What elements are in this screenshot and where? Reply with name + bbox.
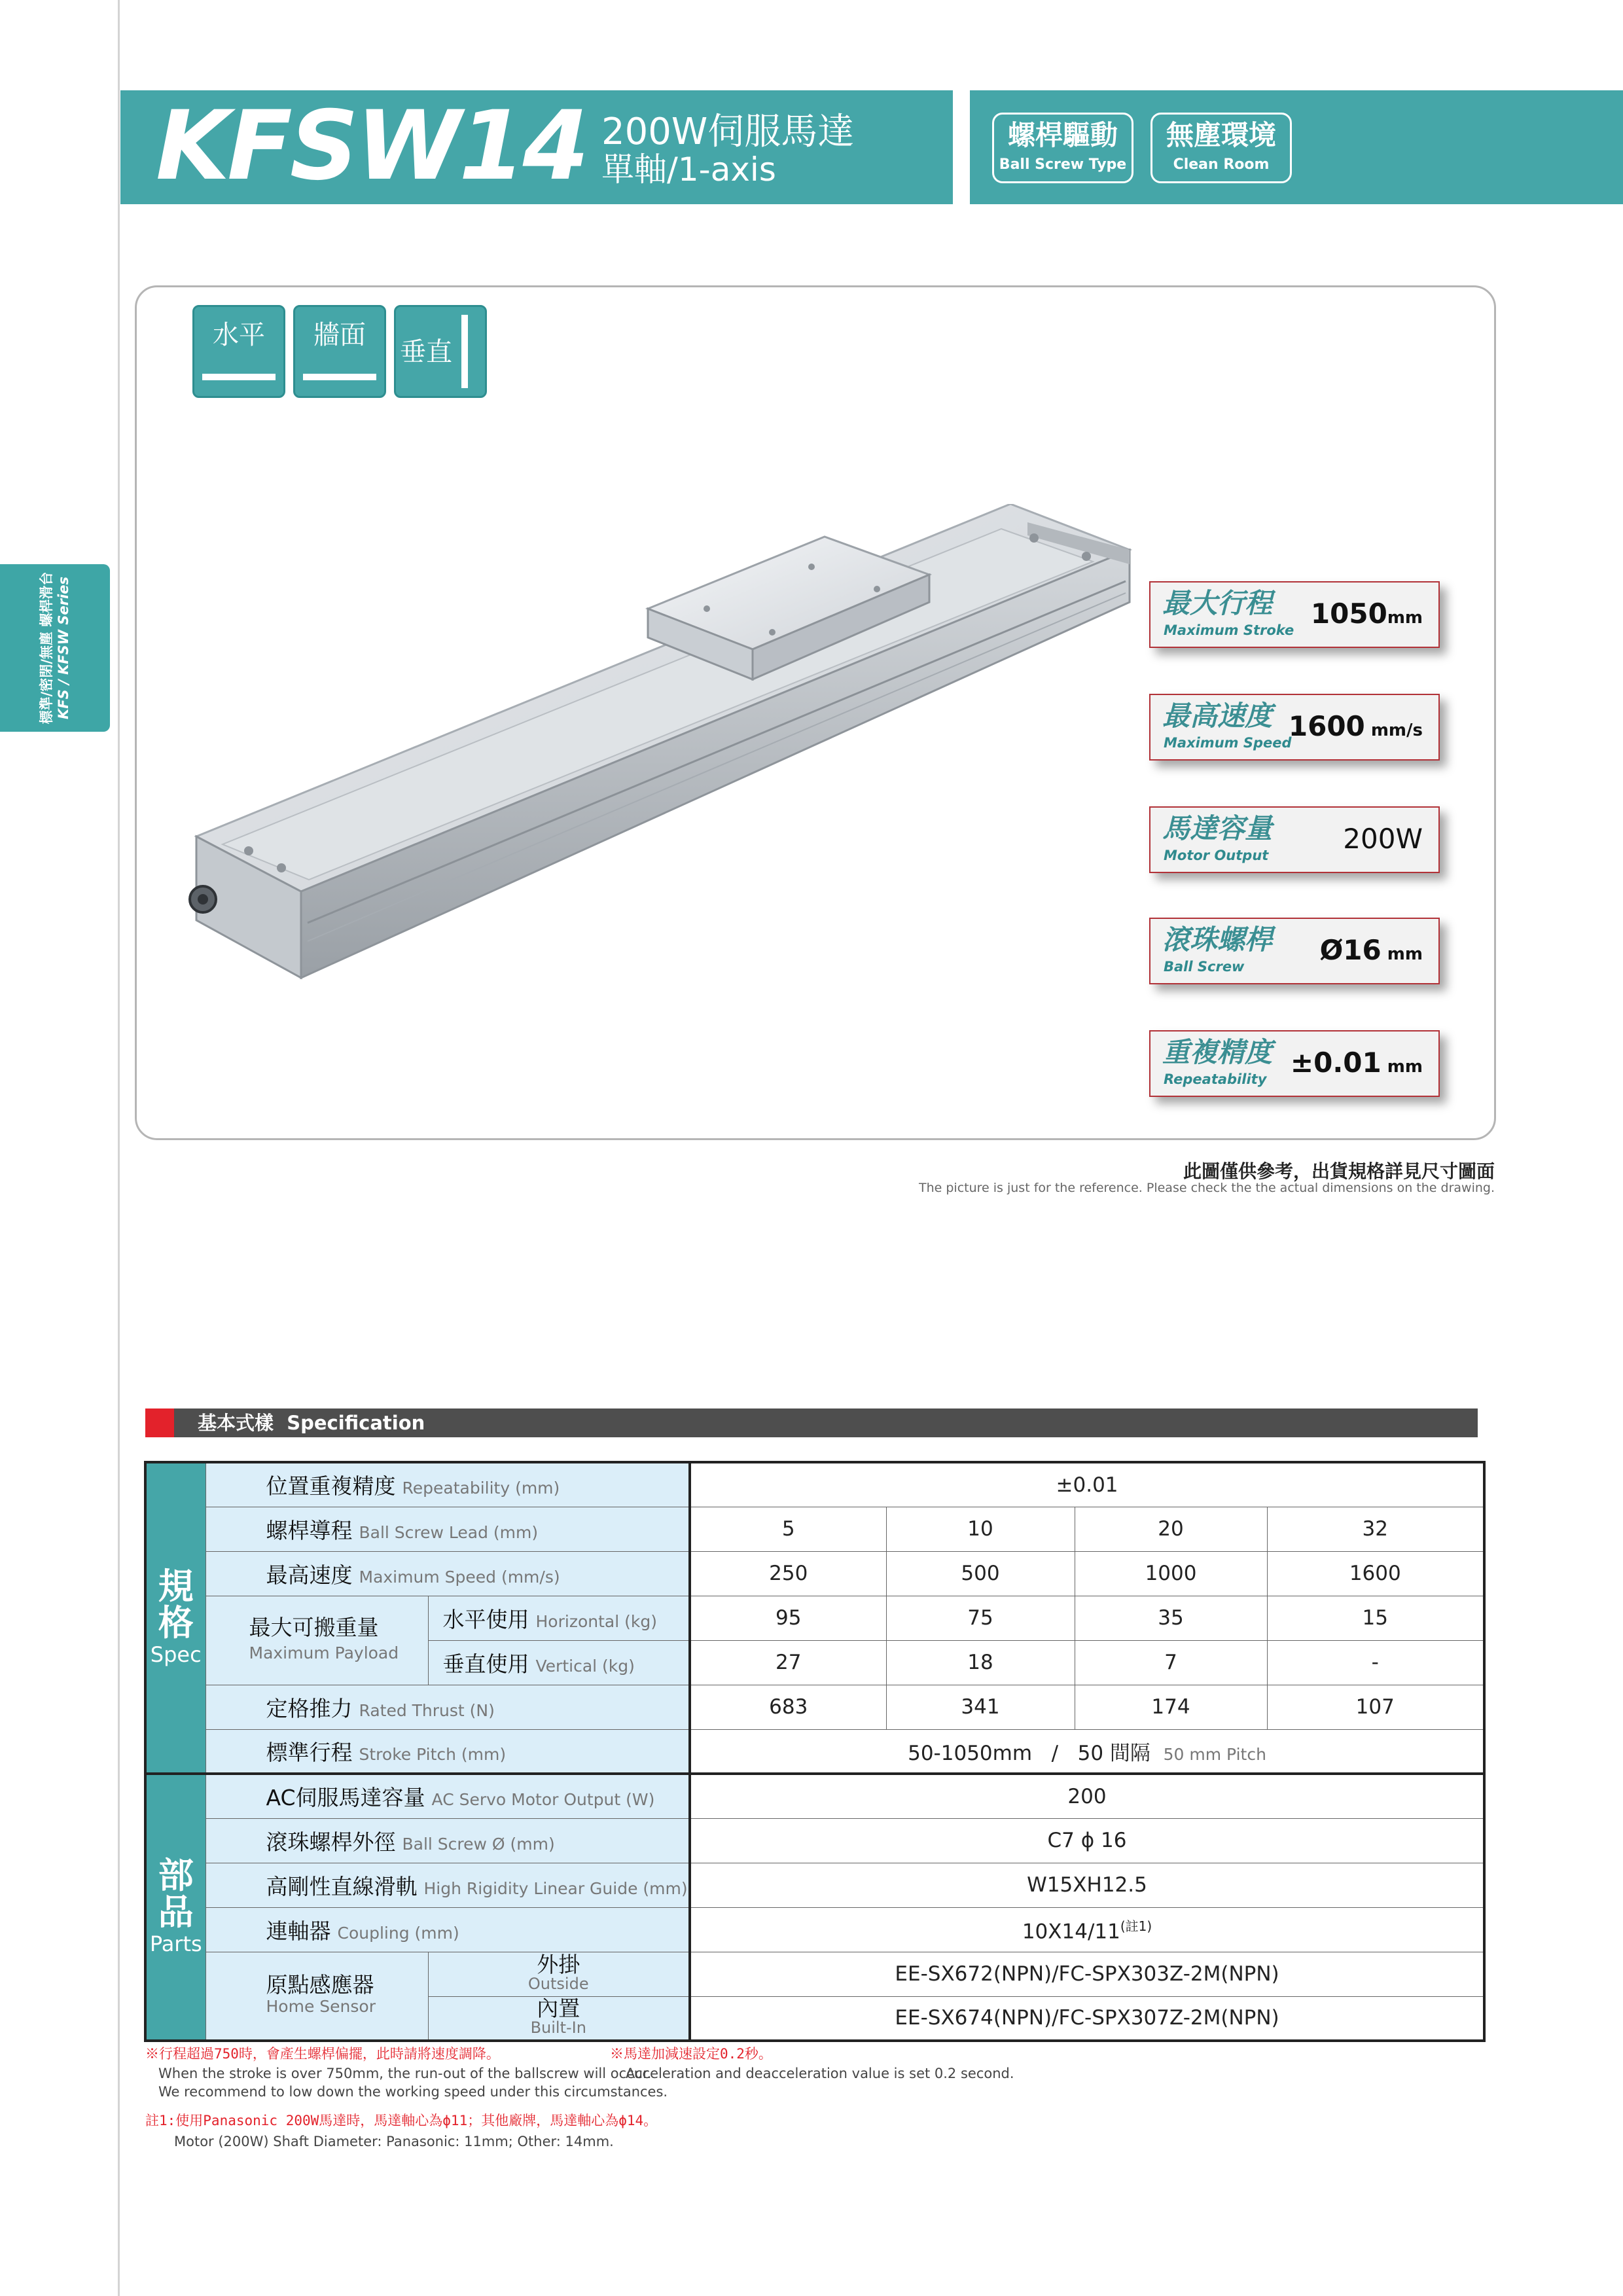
spec-group-label: 規 格 Spec bbox=[145, 1462, 205, 1774]
wall-mount-icon: 牆面 bbox=[293, 305, 386, 398]
table-row: 原點感應器 Home Sensor 外掛 Outside EE-SX672(NPN)/FC-SPX303Z-2M(NPN) bbox=[145, 1952, 1484, 1996]
table-row: 部 品 Parts AC伺服馬達容量 AC Servo Motor Output (W) 200 bbox=[145, 1774, 1484, 1818]
side-tab-line2: KFS / KFSW Series bbox=[56, 577, 71, 719]
table-row: 最高速度 Maximum Speed (mm/s) 250 500 1000 1600 bbox=[145, 1551, 1484, 1596]
table-row: 滾珠螺桿外徑 Ball Screw Ø (mm) C7 ϕ 16 bbox=[145, 1818, 1484, 1863]
table-row: 內置 Built-In EE-SX674(NPN)/FC-SPX307Z-2M(NPN) bbox=[145, 1996, 1484, 2041]
footnote-stroke-cn: ※行程超過750時，會產生螺桿偏擺，此時請將速度調降。 bbox=[145, 2046, 500, 2062]
footnote-shaft-cn: 註1:使用Panasonic 200W馬達時，馬達軸心為ϕ11；其他廠牌，馬達軸心為ϕ14。 bbox=[145, 2113, 658, 2128]
header-badge-bar bbox=[970, 90, 1623, 204]
side-tab-line1: 標準/密閉/無塵 螺桿滑台 bbox=[39, 571, 54, 725]
horizontal-mount-icon: 水平 bbox=[192, 305, 285, 398]
footnote-shaft-en: Motor (200W) Shaft Diameter: Panasonic: 11mm; Other: 14mm. bbox=[174, 2134, 614, 2149]
table-row: 螺桿導程 Ball Screw Lead (mm) 5 10 20 32 bbox=[145, 1507, 1484, 1551]
table-row: 規 格 Spec 位置重複精度 Repeatability (mm) ±0.01 bbox=[145, 1462, 1484, 1507]
header-title-bar bbox=[120, 90, 953, 204]
max-stroke-card: 最大行程 Maximum Stroke 1050mm bbox=[1149, 581, 1440, 648]
footnote-stroke-en1: When the stroke is over 750mm, the run-out of the ballscrew will occur. bbox=[158, 2066, 652, 2081]
ball-screw-card: 滾珠螺桿 Ball Screw Ø16 mm bbox=[1149, 918, 1440, 984]
axis-subtitle: 單軸/1-axis bbox=[601, 151, 776, 188]
series-side-tab bbox=[0, 564, 110, 732]
footnote-accel-cn: ※馬達加減速設定0.2秒。 bbox=[610, 2046, 772, 2062]
table-row: 高剛性直線滑軌 High Rigidity Linear Guide (mm) W15XH12.5 bbox=[145, 1863, 1484, 1907]
table-row: 最大可搬重量 Maximum Payload 水平使用 Horizontal (kg) 95 75 35 15 bbox=[145, 1596, 1484, 1640]
table-row: 連軸器 Coupling (mm) $10X14/11^{(註1)}$ bbox=[145, 1907, 1484, 1952]
motor-output-card: 馬達容量 Motor Output 200W bbox=[1149, 806, 1440, 873]
parts-group-label: 部 品 Parts bbox=[145, 1774, 205, 2041]
vertical-mount-icon: 垂直 bbox=[394, 305, 487, 398]
max-speed-card: 最高速度 Maximum Speed 1600 mm/s bbox=[1149, 694, 1440, 761]
repeatability-card: 重複精度 Repeatability ±0.01 mm bbox=[1149, 1030, 1440, 1097]
picture-note-cn: 此圖僅供參考，出貨規格詳見尺寸圖面 bbox=[1183, 1160, 1495, 1182]
specification-table bbox=[144, 1461, 1486, 2042]
footnote-accel-en: Acceleration and deacceleration value is set 0.2 second. bbox=[626, 2066, 1014, 2081]
clean-room-badge: 無塵環境 Clean Room bbox=[1150, 113, 1292, 183]
table-row: 定格推力 Rated Thrust (N) 683 341 174 107 bbox=[145, 1685, 1484, 1729]
ball-screw-type-badge: 螺桿驅動 Ball Screw Type bbox=[992, 113, 1133, 183]
picture-note-en: The picture is just for the reference. Please check the the actual dimensions on the drawing. bbox=[918, 1181, 1495, 1195]
table-row: 標準行程 Stroke Pitch (mm) 50-1050mm / 50 間隔 50 mm Pitch bbox=[145, 1729, 1484, 1774]
page-divider-line bbox=[118, 0, 120, 2296]
footnote-stroke-en2: We recommend to low down the working speed under this circumstances. bbox=[158, 2084, 668, 2100]
specification-header: 基本式樣 Specification bbox=[145, 1408, 1478, 1437]
motor-subtitle: 200W伺服馬達 bbox=[601, 111, 855, 153]
linear-actuator-image bbox=[183, 504, 1139, 1028]
table-row: 垂直使用 Vertical (kg) 27 18 7 - bbox=[145, 1640, 1484, 1685]
model-name: KFSW14 bbox=[156, 90, 587, 202]
